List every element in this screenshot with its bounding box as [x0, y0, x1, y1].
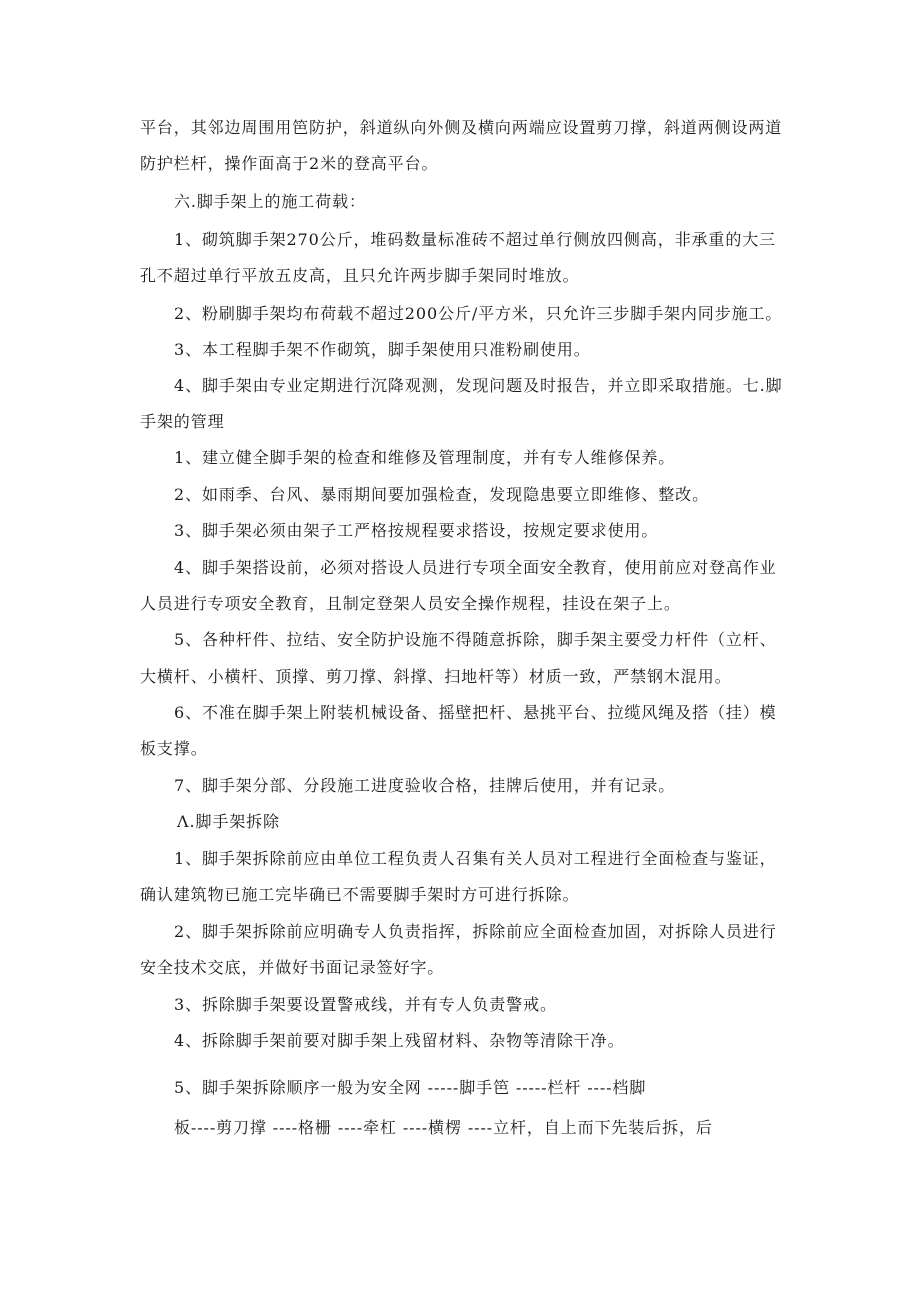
text-line: 5、脚手架拆除顺序一般为安全网 -----脚手笆 -----栏杆 ----档脚 [174, 1078, 647, 1097]
text-line: 7、脚手架分部、分段施工进度验收合格，挂牌后使用，并有记录。 [174, 776, 676, 795]
text-line: 3、脚手架必须由架子工严格按规程要求搭设，按规定要求使用。 [174, 521, 659, 540]
text-line: 确认建筑物已施工完毕确已不需要脚手架时方可进行拆除。 [140, 885, 580, 904]
text-line: 大横杆、小横杆、顶撑、剪刀撑、斜撑、扫地杆等）材质一致，严禁钢木混用。 [140, 667, 732, 686]
text-line: 4、脚手架搭设前，必须对搭设人员进行专项全面安全教育，使用前应对登高作业 [174, 558, 777, 577]
text-line: 6、不准在脚手架上附装机械设备、摇壁把杆、悬挑平台、拉缆风绳及搭（挂）模 [174, 703, 777, 722]
text-line: 3、本工程脚手架不作砌筑，脚手架使用只准粉刷使用。 [174, 340, 591, 359]
text-line: 5、各种杆件、拉结、安全防护设施不得随意拆除，脚手架主要受力杆件（立杆、 [174, 630, 777, 649]
text-line: 板支撑。 [140, 739, 208, 758]
section-heading: Λ.脚手架拆除 [177, 812, 280, 831]
text-line: 板----剪刀撑 ----格栅 ----牵杠 ----横楞 ----立杆，自上而下先装后拆，后 [174, 1118, 713, 1137]
text-line: 安全技术交底，并做好书面记录签好字。 [140, 958, 445, 977]
text-line: 1、脚手架拆除前应由单位工程负责人召集有关人员对工程进行全面检查与鉴证， [174, 849, 777, 868]
text-line: 4、拆除脚手架前要对脚手架上残留材料、杂物等清除干净。 [174, 1031, 625, 1050]
text-line: 4、脚手架由专业定期进行沉降观测，发现问题及时报告，并立即采取措施。七.脚 [174, 376, 783, 395]
section-heading: 六.脚手架上的施工荷载： [174, 192, 366, 211]
text-line: 手架的管理 [140, 412, 225, 431]
text-line: 2、粉刷脚手架均布荷载不超过200公斤/平方米，只允许三步脚手架内同步施工。 [174, 304, 783, 323]
text-line: 3、拆除脚手架要设置警戒线，并有专人负责警戒。 [174, 995, 557, 1014]
text-line: 防护栏杆，操作面高于2米的登高平台。 [140, 154, 439, 173]
text-line: 人员进行专项安全教育，且制定登架人员安全操作规程，挂设在架子上。 [140, 594, 681, 613]
text-line: 孔不超过单行平放五皮高，且只允许两步脚手架同时堆放。 [140, 266, 580, 285]
text-line: 1、建立健全脚手架的检查和维修及管理制度，并有专人维修保养。 [174, 448, 676, 467]
text-line: 平台，其邻边周围用笆防护，斜道纵向外侧及横向两端应设置剪刀撑，斜道两侧设两道 [140, 118, 783, 137]
text-line: 1、砌筑脚手架270公斤，堆码数量标准砖不超过单行侧放四侧高，非承重的大三 [174, 230, 777, 249]
text-line: 2、如雨季、台风、暴雨期间要加强检查，发现隐患要立即维修、整改。 [174, 485, 709, 504]
text-line: 2、脚手架拆除前应明确专人负责指挥，拆除前应全面检查加固，对拆除人员进行 [174, 922, 777, 941]
